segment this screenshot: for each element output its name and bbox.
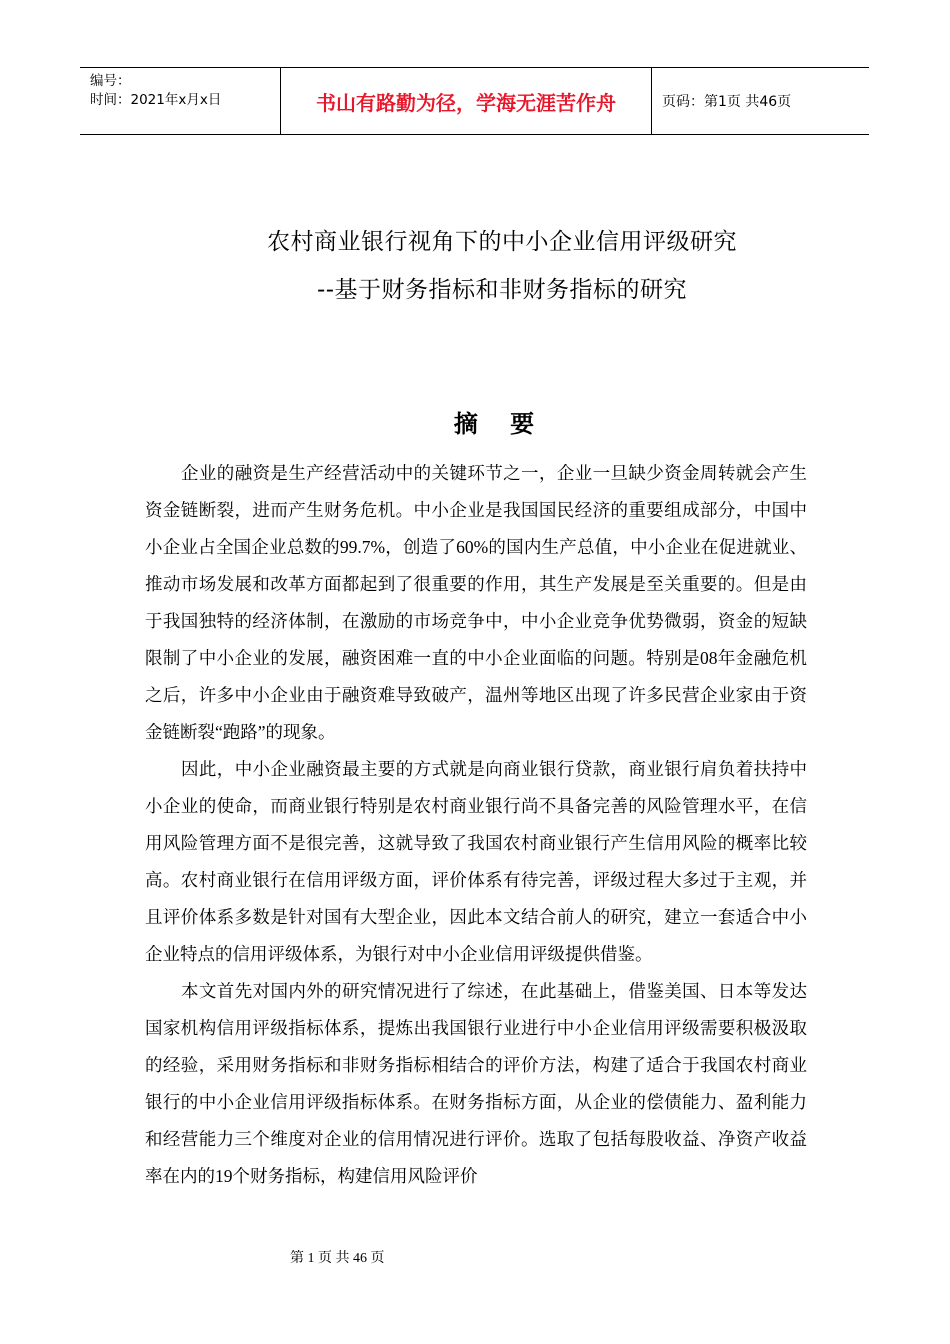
document-subtitle: --基于财务指标和非财务指标的研究 [316, 277, 688, 303]
abstract-paragraph: 本文首先对国内外的研究情况进行了综述，在此基础上，借鉴美国、日本等发达国家机构信用评级指标体系，提炼出我国银行业进行中小企业信用评级需要积极汲取的经验，采用财务指标和非财务指标相结合的评价方法，构建了适合于我国农村商业银行的中小企业信用评级指标体系。在财务指标方面，从企业的偿债能力、盈利能力和经营能力三个维度对企业的信用情况进行评价。选取了包括每股收益、净资产收益率在内的19个财务指标，构建信用风险评价 [145, 981, 807, 1186]
page-footer: 第 1 页 共 46 页 [290, 1251, 385, 1266]
document-title: 农村商业银行视角下的中小企业信用评级研究 [267, 229, 737, 255]
header-motto: 书山有路勤为径，学海无涯苦作舟 [280, 68, 652, 134]
header-page-code: 页码：第1页 共46页 [662, 94, 792, 110]
header-meta-cell [80, 68, 280, 134]
abstract-heading: 摘 要 [453, 410, 547, 438]
page-header-table [80, 67, 869, 135]
abstract-paragraph: 因此，中小企业融资最主要的方式就是向商业银行贷款，商业银行肩负着扶持中小企业的使命，而商业银行特别是农村商业银行尚不具备完善的风险管理水平，在信用风险管理方面不是很完善，这就导致了我国农村商业银行产生信用风险的概率比较高。农村商业银行在信用评级方面，评价体系有待完善，评级过程大多过于主观，并且评价体系多数是针对国有大型企业，因此本文结合前人的研究，建立一套适合中小企业特点的信用评级体系，为银行对中小企业信用评级提供借鉴。 [145, 759, 807, 964]
abstract-paragraph: 企业的融资是生产经营活动中的关键环节之一，企业一旦缺少资金周转就会产生资金链断裂，进而产生财务危机。中小企业是我国国民经济的重要组成部分，中国中小企业占全国企业总数的99.7%，创造了60%的国内生产总值，中小企业在促进就业、推动市场发展和改革方面都起到了很重要的作用，其生产发展是至关重要的。但是由于我国独特的经济体制，在激励的市场竞争中，中小企业竞争优势微弱，资金的短缺限制了中小企业的发展，融资困难一直的中小企业面临的问题。特别是08年金融危机之后，许多中小企业由于融资难导致破产，温州等地区出现了许多民营企业家由于资金链断裂“跑路”的现象。 [145, 463, 807, 742]
document-time-label: 时间：2021年x月x日 [90, 92, 222, 108]
abstract-body [145, 455, 807, 1195]
document-number-label: 编号： [90, 73, 131, 89]
